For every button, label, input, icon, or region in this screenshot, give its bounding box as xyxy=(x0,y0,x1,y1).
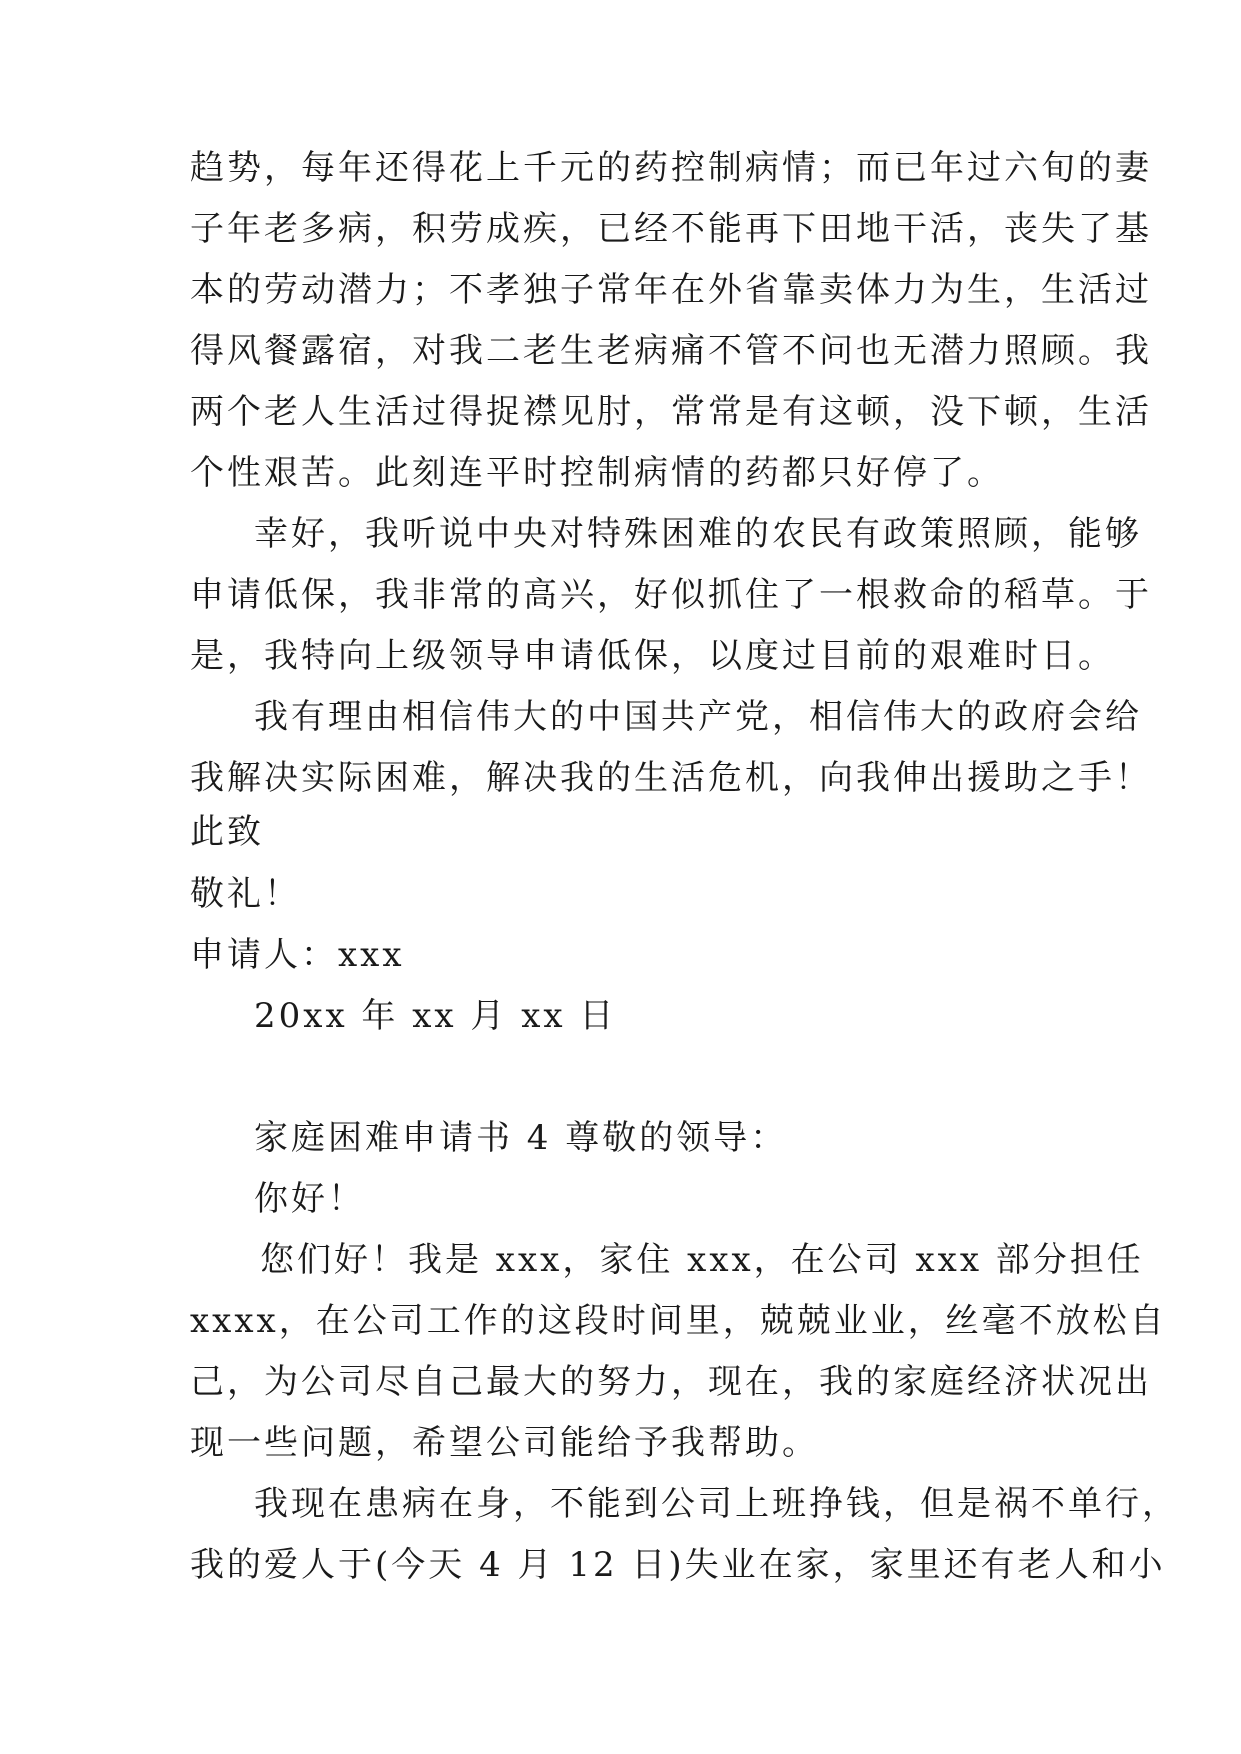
paragraph-line: 我有理由相信伟大的中国共产党，相信伟大的政府会给 xyxy=(254,697,1142,737)
paragraph-line: 幸好，我听说中央对特殊困难的农民有政策照顾，能够 xyxy=(254,514,1142,554)
paragraph-line: 个性艰苦。此刻连平时控制病情的药都只好停了。 xyxy=(190,453,1004,493)
paragraph-line: 我现在患病在身，不能到公司上班挣钱，但是祸不单行， xyxy=(254,1484,1179,1524)
paragraph-line: 我解决实际困难，解决我的生活危机，向我伸出援助之手！ xyxy=(190,758,1152,798)
paragraph-line: 得风餐露宿，对我二老生老病痛不管不问也无潜力照顾。我 xyxy=(190,331,1152,371)
paragraph-line: 申请低保，我非常的高兴，好似抓住了一根救命的稻草。于 xyxy=(190,575,1152,615)
paragraph-line: 子年老多病，积劳成疾，已经不能再下田地干活，丧失了基 xyxy=(190,209,1152,249)
salutation-line: 敬礼！ xyxy=(190,874,301,914)
paragraph-line: 两个老人生活过得捉襟见肘，常常是有这顿，没下顿，生活 xyxy=(190,392,1152,432)
paragraph-line: 趋势，每年还得花上千元的药控制病情；而已年过六旬的妻 xyxy=(190,148,1152,188)
paragraph-line: 我的爱人于(今天 4 月 12 日)失业在家，家里还有老人和小 xyxy=(190,1545,1166,1585)
closing-line: 此致 xyxy=(190,812,264,852)
paragraph-line: 是，我特向上级领导申请低保，以度过目前的艰难时日。 xyxy=(190,636,1115,676)
paragraph-line: 您们好！我是 xxx，家住 xxx，在公司 xxx 部分担任 xyxy=(260,1240,1144,1280)
paragraph-line: 己，为公司尽自己最大的努力，现在，我的家庭经济状况出 xyxy=(190,1362,1152,1402)
applicant-line: 申请人：xxx xyxy=(190,935,405,975)
greeting-line: 你好！ xyxy=(254,1179,365,1219)
section-title: 家庭困难申请书 4 尊敬的领导： xyxy=(254,1118,788,1158)
paragraph-line: 现一些问题，希望公司能给予我帮助。 xyxy=(190,1423,819,1463)
paragraph-line: xxxx，在公司工作的这段时间里，兢兢业业，丝毫不放松自 xyxy=(190,1301,1167,1341)
paragraph-line: 本的劳动潜力；不孝独子常年在外省靠卖体力为生，生活过 xyxy=(190,270,1152,310)
date-line: 20xx 年 xx 月 xx 日 xyxy=(254,996,617,1036)
